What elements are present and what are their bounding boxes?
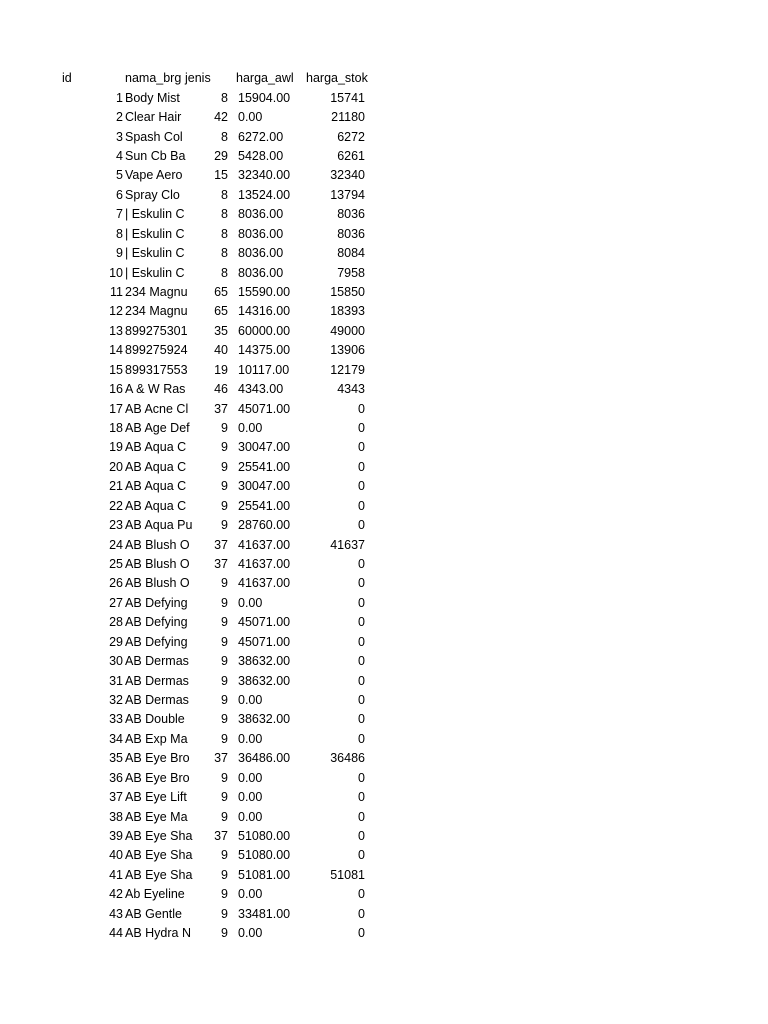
cell-id: 33: [109, 712, 123, 727]
table-row: [0, 89, 768, 108]
cell-jenis: 9: [221, 440, 228, 455]
cell-harga-awl: 8036.00: [238, 226, 284, 241]
table-row: [0, 613, 768, 632]
cell-jenis: 9: [221, 634, 228, 649]
table-row: [0, 749, 768, 768]
cell-harga-stok: 41637: [330, 537, 365, 552]
table-row: [0, 380, 768, 399]
cell-jenis: 35: [214, 323, 228, 338]
cell-harga-stok: 0: [358, 790, 365, 805]
cell-id: 36: [109, 770, 123, 785]
table-row: [0, 419, 768, 438]
cell-nama-brg: AB Aqua C: [125, 479, 187, 494]
cell-harga-stok: 0: [358, 887, 365, 902]
cell-nama-brg: | Eskulin C: [125, 246, 185, 260]
cell-id: 26: [109, 576, 123, 591]
cell-harga-stok: 0: [358, 595, 365, 610]
cell-id: 2: [116, 110, 123, 124]
cell-nama-brg: | Eskulin C: [125, 207, 185, 222]
cell-id: 31: [109, 673, 123, 688]
cell-harga-awl: 51080.00: [238, 828, 291, 843]
table-row: [0, 438, 768, 457]
cell-harga-stok: 0: [358, 731, 365, 746]
cell-jenis: 8: [221, 129, 228, 144]
cell-harga-stok: 0: [358, 479, 365, 494]
cell-id: 13: [109, 323, 123, 338]
cell-id: 4: [116, 148, 123, 163]
cell-nama-brg: AB Age Def: [125, 420, 190, 435]
table-row: [0, 283, 768, 302]
cell-jenis: 9: [221, 518, 228, 533]
cell-harga-awl: 14375.00: [238, 343, 291, 358]
cell-id: 8: [116, 226, 123, 241]
table-row: [0, 458, 768, 477]
cell-harga-awl: 8036.00: [238, 246, 284, 260]
table-row: [0, 497, 768, 516]
cell-jenis: 29: [214, 148, 228, 163]
header-row: [0, 69, 768, 88]
cell-nama-brg: AB Eye Sha: [125, 848, 193, 863]
cell-nama-brg: AB Aqua Pu: [125, 518, 193, 533]
table-row: [0, 788, 768, 807]
table-row: [0, 341, 768, 360]
table-row: [0, 808, 768, 827]
table-row: [0, 322, 768, 341]
cell-harga-awl: 28760.00: [238, 518, 291, 533]
cell-harga-awl: 33481.00: [238, 906, 291, 921]
cell-jenis: 9: [221, 498, 228, 513]
table-row: [0, 108, 768, 127]
cell-harga-awl: 0.00: [238, 790, 263, 805]
cell-harga-stok: 0: [358, 634, 365, 649]
cell-nama-brg: 899275301: [125, 323, 188, 338]
header-harga-awl: harga_awl: [236, 71, 294, 85]
table-row: [0, 574, 768, 593]
cell-harga-stok: 36486: [330, 751, 365, 766]
cell-id: 18: [109, 420, 123, 435]
cell-id: 41: [109, 867, 123, 882]
cell-jenis: 40: [214, 343, 228, 358]
cell-nama-brg: Body Mist: [125, 90, 180, 105]
cell-jenis: 9: [221, 673, 228, 688]
cell-nama-brg: AB Defying: [125, 615, 188, 630]
cell-harga-awl: 30047.00: [238, 479, 291, 494]
cell-nama-brg: Clear Hair: [125, 110, 182, 124]
cell-jenis: 8: [221, 207, 228, 222]
table-row: [0, 633, 768, 652]
cell-nama-brg: AB Defying: [125, 634, 188, 649]
cell-harga-stok: 6272: [337, 129, 365, 144]
cell-jenis: 9: [221, 595, 228, 610]
cell-id: 10: [109, 265, 123, 280]
cell-harga-awl: 38632.00: [238, 654, 291, 669]
cell-nama-brg: AB Eye Bro: [125, 770, 190, 785]
cell-nama-brg: AB Eye Sha: [125, 867, 193, 882]
table-row: [0, 691, 768, 710]
cell-harga-stok: 15850: [330, 284, 365, 299]
cell-jenis: 9: [221, 926, 228, 941]
cell-nama-brg: AB Eye Bro: [125, 751, 190, 766]
cell-harga-awl: 51080.00: [238, 848, 291, 863]
cell-id: 22: [109, 498, 123, 513]
cell-harga-awl: 0.00: [238, 595, 263, 610]
table-row: [0, 516, 768, 535]
cell-id: 19: [109, 440, 123, 455]
cell-jenis: 65: [214, 284, 228, 299]
cell-jenis: 37: [214, 537, 228, 552]
cell-harga-stok: 0: [358, 809, 365, 824]
table-row: [0, 361, 768, 380]
cell-harga-stok: 0: [358, 498, 365, 513]
cell-harga-stok: 13906: [330, 343, 365, 358]
cell-harga-stok: 0: [358, 848, 365, 863]
cell-id: 44: [109, 926, 123, 941]
cell-nama-brg: Sun Cb Ba: [125, 148, 186, 163]
cell-id: 40: [109, 848, 123, 863]
cell-id: 43: [109, 906, 123, 921]
table-row: [0, 264, 768, 283]
cell-id: 24: [109, 537, 123, 552]
cell-id: 42: [109, 887, 123, 902]
cell-jenis: 8: [221, 187, 228, 202]
cell-harga-awl: 36486.00: [238, 751, 291, 766]
cell-jenis: 9: [221, 906, 228, 921]
cell-jenis: 9: [221, 692, 228, 707]
cell-id: 17: [109, 401, 123, 416]
cell-harga-awl: 45071.00: [238, 634, 291, 649]
cell-nama-brg: 234 Magnu: [125, 304, 188, 319]
cell-harga-awl: 15904.00: [238, 90, 291, 105]
cell-jenis: 9: [221, 731, 228, 746]
cell-harga-awl: 38632.00: [238, 673, 291, 688]
cell-harga-awl: 38632.00: [238, 712, 291, 727]
cell-id: 15: [109, 362, 123, 377]
cell-harga-stok: 0: [358, 906, 365, 921]
cell-nama-brg: Ab Eyeline: [125, 887, 185, 902]
cell-id: 14: [109, 343, 123, 358]
table-row: [0, 924, 768, 943]
cell-nama-brg: | Eskulin C: [125, 265, 185, 280]
cell-nama-brg: Vape Aero: [125, 168, 183, 183]
cell-harga-awl: 5428.00: [238, 148, 284, 163]
cell-jenis: 9: [221, 790, 228, 805]
cell-jenis: 9: [221, 615, 228, 630]
header-nama-brg: nama_brg: [125, 71, 182, 85]
cell-harga-awl: 0.00: [238, 420, 263, 435]
cell-jenis: 8: [221, 246, 228, 260]
cell-harga-awl: 4343.00: [238, 382, 284, 396]
cell-harga-awl: 0.00: [238, 926, 263, 941]
table-row: [0, 885, 768, 904]
cell-jenis: 37: [214, 401, 228, 416]
cell-harga-stok: 0: [358, 828, 365, 843]
cell-harga-awl: 0.00: [238, 887, 263, 902]
cell-harga-stok: 0: [358, 770, 365, 785]
cell-jenis: 37: [214, 751, 228, 766]
cell-harga-awl: 13524.00: [238, 187, 291, 202]
cell-harga-stok: 13794: [330, 187, 365, 202]
cell-harga-stok: 21180: [331, 110, 365, 124]
header-jenis: jenis: [185, 71, 211, 85]
cell-id: 38: [109, 809, 123, 824]
cell-jenis: 8: [221, 90, 228, 105]
cell-harga-awl: 25541.00: [238, 459, 291, 474]
cell-nama-brg: AB Acne Cl: [125, 401, 189, 416]
cell-harga-stok: 12179: [330, 362, 365, 377]
cell-nama-brg: AB Eye Sha: [125, 828, 193, 843]
cell-id: 27: [109, 595, 123, 610]
header-harga-stok: harga_stok: [306, 71, 368, 85]
cell-harga-awl: 25541.00: [238, 498, 291, 513]
cell-nama-brg: AB Double: [125, 712, 185, 727]
cell-id: 1: [116, 90, 123, 105]
cell-id: 29: [109, 634, 123, 649]
cell-nama-brg: AB Blush O: [125, 556, 190, 571]
cell-harga-awl: 14316.00: [238, 304, 291, 319]
cell-nama-brg: | Eskulin C: [125, 226, 185, 241]
cell-harga-stok: 0: [358, 673, 365, 688]
cell-nama-brg: AB Hydra N: [125, 926, 191, 941]
table-row: [0, 205, 768, 224]
cell-id: 39: [109, 828, 123, 843]
table-row: [0, 166, 768, 185]
cell-jenis: 46: [214, 382, 228, 396]
cell-jenis: 9: [221, 576, 228, 591]
cell-harga-stok: 0: [358, 712, 365, 727]
cell-jenis: 9: [221, 712, 228, 727]
cell-nama-brg: AB Eye Ma: [125, 809, 188, 824]
cell-harga-stok: 4343: [337, 382, 365, 396]
cell-id: 35: [109, 751, 123, 766]
cell-nama-brg: Spash Col: [125, 129, 183, 144]
cell-harga-awl: 41637.00: [238, 537, 291, 552]
cell-jenis: 8: [221, 265, 228, 280]
cell-harga-stok: 0: [358, 926, 365, 941]
cell-nama-brg: 899317553: [125, 362, 188, 377]
cell-nama-brg: AB Exp Ma: [125, 731, 188, 746]
header-id: id: [62, 71, 72, 85]
cell-harga-stok: 15741: [330, 90, 365, 105]
table-row: [0, 302, 768, 321]
cell-nama-brg: AB Dermas: [125, 692, 189, 707]
cell-harga-stok: 7958: [337, 265, 365, 280]
cell-harga-awl: 51081.00: [238, 867, 291, 882]
cell-jenis: 9: [221, 867, 228, 882]
cell-id: 7: [116, 207, 123, 222]
cell-harga-awl: 0.00: [238, 770, 263, 785]
cell-nama-brg: AB Defying: [125, 595, 188, 610]
cell-id: 37: [109, 790, 123, 805]
table-row: [0, 905, 768, 924]
cell-harga-awl: 10117.00: [238, 362, 290, 377]
cell-harga-awl: 15590.00: [238, 284, 291, 299]
cell-nama-brg: 899275924: [125, 343, 188, 358]
table-row: [0, 128, 768, 147]
cell-harga-awl: 45071.00: [238, 615, 291, 630]
cell-nama-brg: AB Dermas: [125, 673, 189, 688]
cell-nama-brg: AB Dermas: [125, 654, 189, 669]
cell-jenis: 37: [214, 828, 228, 843]
cell-harga-stok: 0: [358, 576, 365, 591]
cell-id: 11: [110, 284, 123, 299]
cell-nama-brg: AB Blush O: [125, 537, 190, 552]
cell-harga-stok: 8036: [337, 207, 365, 222]
table-row: [0, 672, 768, 691]
cell-jenis: 42: [214, 110, 228, 124]
cell-id: 23: [109, 518, 123, 533]
cell-id: 32: [109, 692, 123, 707]
cell-id: 25: [109, 556, 123, 571]
cell-jenis: 15: [214, 168, 228, 183]
cell-harga-stok: 0: [358, 440, 365, 455]
cell-harga-stok: 0: [358, 518, 365, 533]
cell-harga-stok: 0: [358, 654, 365, 669]
cell-nama-brg: Spray Clo: [125, 187, 180, 202]
cell-harga-stok: 0: [358, 401, 365, 416]
cell-jenis: 19: [214, 362, 228, 377]
cell-id: 20: [109, 459, 123, 474]
cell-harga-stok: 0: [358, 420, 365, 435]
cell-jenis: 9: [221, 887, 228, 902]
cell-id: 28: [109, 615, 123, 630]
cell-jenis: 9: [221, 654, 228, 669]
table-row: [0, 866, 768, 885]
table-row: [0, 186, 768, 205]
cell-harga-awl: 41637.00: [238, 556, 291, 571]
cell-nama-brg: 234 Magnu: [125, 284, 188, 299]
cell-id: 12: [109, 304, 123, 319]
cell-harga-stok: 32340: [330, 168, 365, 183]
cell-harga-awl: 6272.00: [238, 129, 284, 144]
cell-harga-awl: 0.00: [238, 731, 263, 746]
table-row: [0, 536, 768, 555]
table-row: [0, 225, 768, 244]
cell-jenis: 9: [221, 420, 228, 435]
cell-harga-awl: 60000.00: [238, 323, 291, 338]
cell-harga-stok: 0: [358, 692, 365, 707]
table-row: [0, 594, 768, 613]
table-row: [0, 244, 768, 263]
cell-jenis: 9: [221, 809, 228, 824]
cell-jenis: 9: [221, 770, 228, 785]
table-row: [0, 147, 768, 166]
cell-nama-brg: AB Gentle: [125, 906, 182, 921]
table-row: [0, 477, 768, 496]
cell-harga-stok: 6261: [337, 148, 365, 163]
cell-harga-awl: 8036.00: [238, 265, 284, 280]
cell-jenis: 8: [221, 226, 228, 241]
table-row: [0, 827, 768, 846]
cell-id: 34: [109, 731, 123, 746]
cell-jenis: 65: [214, 304, 228, 319]
cell-id: 9: [116, 246, 123, 260]
table-row: [0, 555, 768, 574]
cell-harga-awl: 8036.00: [238, 207, 284, 222]
cell-harga-stok: 0: [358, 556, 365, 571]
cell-nama-brg: AB Aqua C: [125, 440, 187, 455]
cell-harga-awl: 0.00: [238, 809, 263, 824]
cell-harga-stok: 0: [358, 615, 365, 630]
cell-harga-stok: 8036: [337, 226, 365, 241]
cell-jenis: 9: [221, 479, 228, 494]
table-row: [0, 652, 768, 671]
table-row: [0, 730, 768, 749]
cell-harga-stok: 18393: [330, 304, 365, 319]
cell-harga-awl: 32340.00: [238, 168, 291, 183]
cell-harga-awl: 0.00: [238, 692, 263, 707]
cell-jenis: 37: [214, 556, 228, 571]
cell-harga-awl: 30047.00: [238, 440, 291, 455]
cell-harga-stok: 51081: [330, 867, 365, 882]
cell-id: 5: [116, 168, 123, 183]
cell-id: 16: [109, 382, 123, 396]
table-row: [0, 846, 768, 865]
cell-nama-brg: AB Aqua C: [125, 459, 187, 474]
cell-id: 21: [109, 479, 123, 494]
cell-id: 30: [109, 654, 123, 669]
cell-jenis: 9: [221, 459, 228, 474]
cell-id: 6: [116, 187, 123, 202]
cell-harga-stok: 49000: [330, 323, 365, 338]
cell-nama-brg: A & W Ras: [125, 382, 186, 396]
cell-harga-stok: 8084: [337, 246, 365, 260]
cell-jenis: 9: [221, 848, 228, 863]
cell-nama-brg: AB Blush O: [125, 576, 190, 591]
cell-harga-awl: 45071.00: [238, 401, 291, 416]
cell-harga-awl: 0.00: [238, 110, 263, 124]
cell-harga-awl: 41637.00: [238, 576, 291, 591]
table-row: [0, 769, 768, 788]
table-row: [0, 710, 768, 729]
table-row: [0, 400, 768, 419]
cell-nama-brg: AB Aqua C: [125, 498, 187, 513]
cell-harga-stok: 0: [358, 459, 365, 474]
cell-id: 3: [116, 129, 123, 144]
cell-nama-brg: AB Eye Lift: [125, 790, 187, 805]
